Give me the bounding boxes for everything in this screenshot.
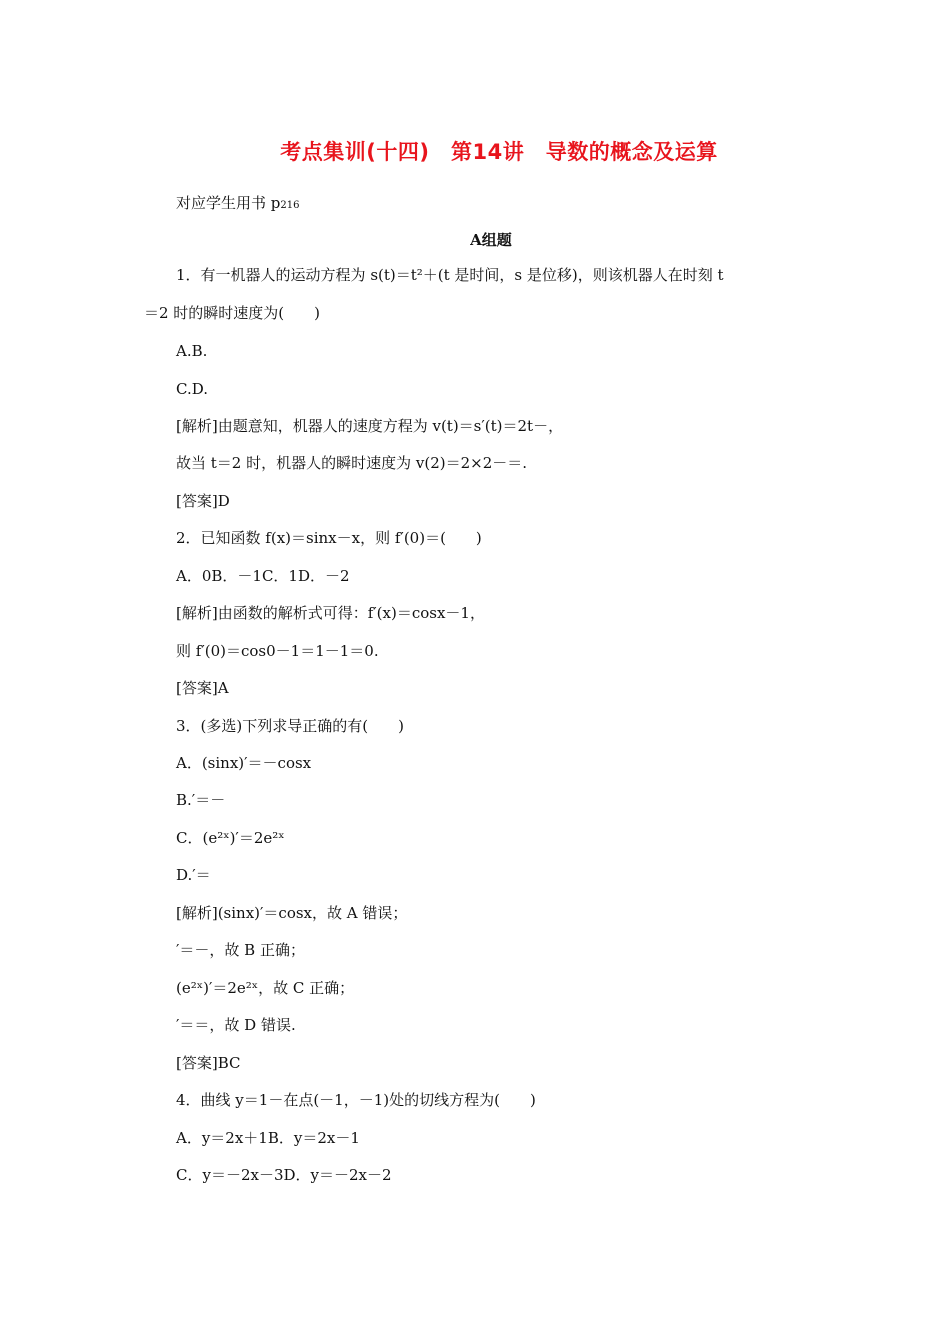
textbook-reference-text: 对应学生用书 p xyxy=(176,194,281,212)
question-3-analysis-c: (e²ˣ)′＝2e²ˣ，故 C 正确； xyxy=(176,979,355,997)
question-1-stem-cont: ＝2 时的瞬时速度为( ) xyxy=(144,304,321,322)
textbook-reference xyxy=(176,192,299,217)
question-3-option-c: C．(e²ˣ)′＝2e²ˣ xyxy=(176,829,285,847)
question-3-option-d: D.′＝ xyxy=(176,866,211,884)
question-1-analysis: [解析]由题意知，机器人的速度方程为 v(t)＝s′(t)＝2t－， xyxy=(176,417,564,435)
question-1-stem: 1．有一机器人的运动方程为 s(t)＝t²＋(t 是时间，s 是位移)，则该机器人在时刻 t xyxy=(176,266,724,284)
question-2-stem: 2．已知函数 f(x)＝sinx－x，则 f′(0)＝( ) xyxy=(176,529,482,547)
question-3-analysis: [解析](sinx)′＝cosx，故 A 错误； xyxy=(176,904,408,922)
question-4-options-cd: C．y＝－2x－3D．y＝－2x－2 xyxy=(176,1166,392,1184)
question-4-options-ab: A．y＝2x＋1B．y＝2x－1 xyxy=(176,1129,360,1147)
question-1-answer: [答案]D xyxy=(176,492,230,510)
question-1-options-ab: A.B. xyxy=(176,342,208,360)
question-3-stem: 3．(多选)下列求导正确的有( ) xyxy=(176,717,404,735)
question-2-answer: [答案]A xyxy=(176,679,229,697)
question-1-options-cd: C.D. xyxy=(176,380,208,398)
question-3-analysis-b: ′＝－，故 B 正确； xyxy=(176,941,305,959)
question-3-option-a: A．(sinx)′＝－cosx xyxy=(176,754,312,772)
section-heading: A组题 xyxy=(470,231,512,249)
question-2-analysis: [解析]由函数的解析式可得：f′(x)＝cosx－1， xyxy=(176,604,485,622)
question-4-stem: 4．曲线 y＝1－在点(－1，－1)处的切线方程为( ) xyxy=(176,1091,536,1109)
question-3-analysis-d: ′＝＝，故 D 错误. xyxy=(176,1016,296,1034)
question-2-analysis-cont: 则 f′(0)＝cos0－1＝1－1＝0. xyxy=(176,642,379,660)
page-title: 考点集训(十四) 第14讲 导数的概念及运算 xyxy=(280,140,718,164)
question-2-options: A．0B．－1C．1D．－2 xyxy=(176,567,350,585)
question-3-answer: [答案]BC xyxy=(176,1054,241,1072)
textbook-reference-page: 216 xyxy=(280,200,300,211)
question-3-option-b: B.′＝－ xyxy=(176,791,226,809)
question-1-analysis-cont: 故当 t＝2 时，机器人的瞬时速度为 v(2)＝2×2－＝. xyxy=(176,454,528,472)
